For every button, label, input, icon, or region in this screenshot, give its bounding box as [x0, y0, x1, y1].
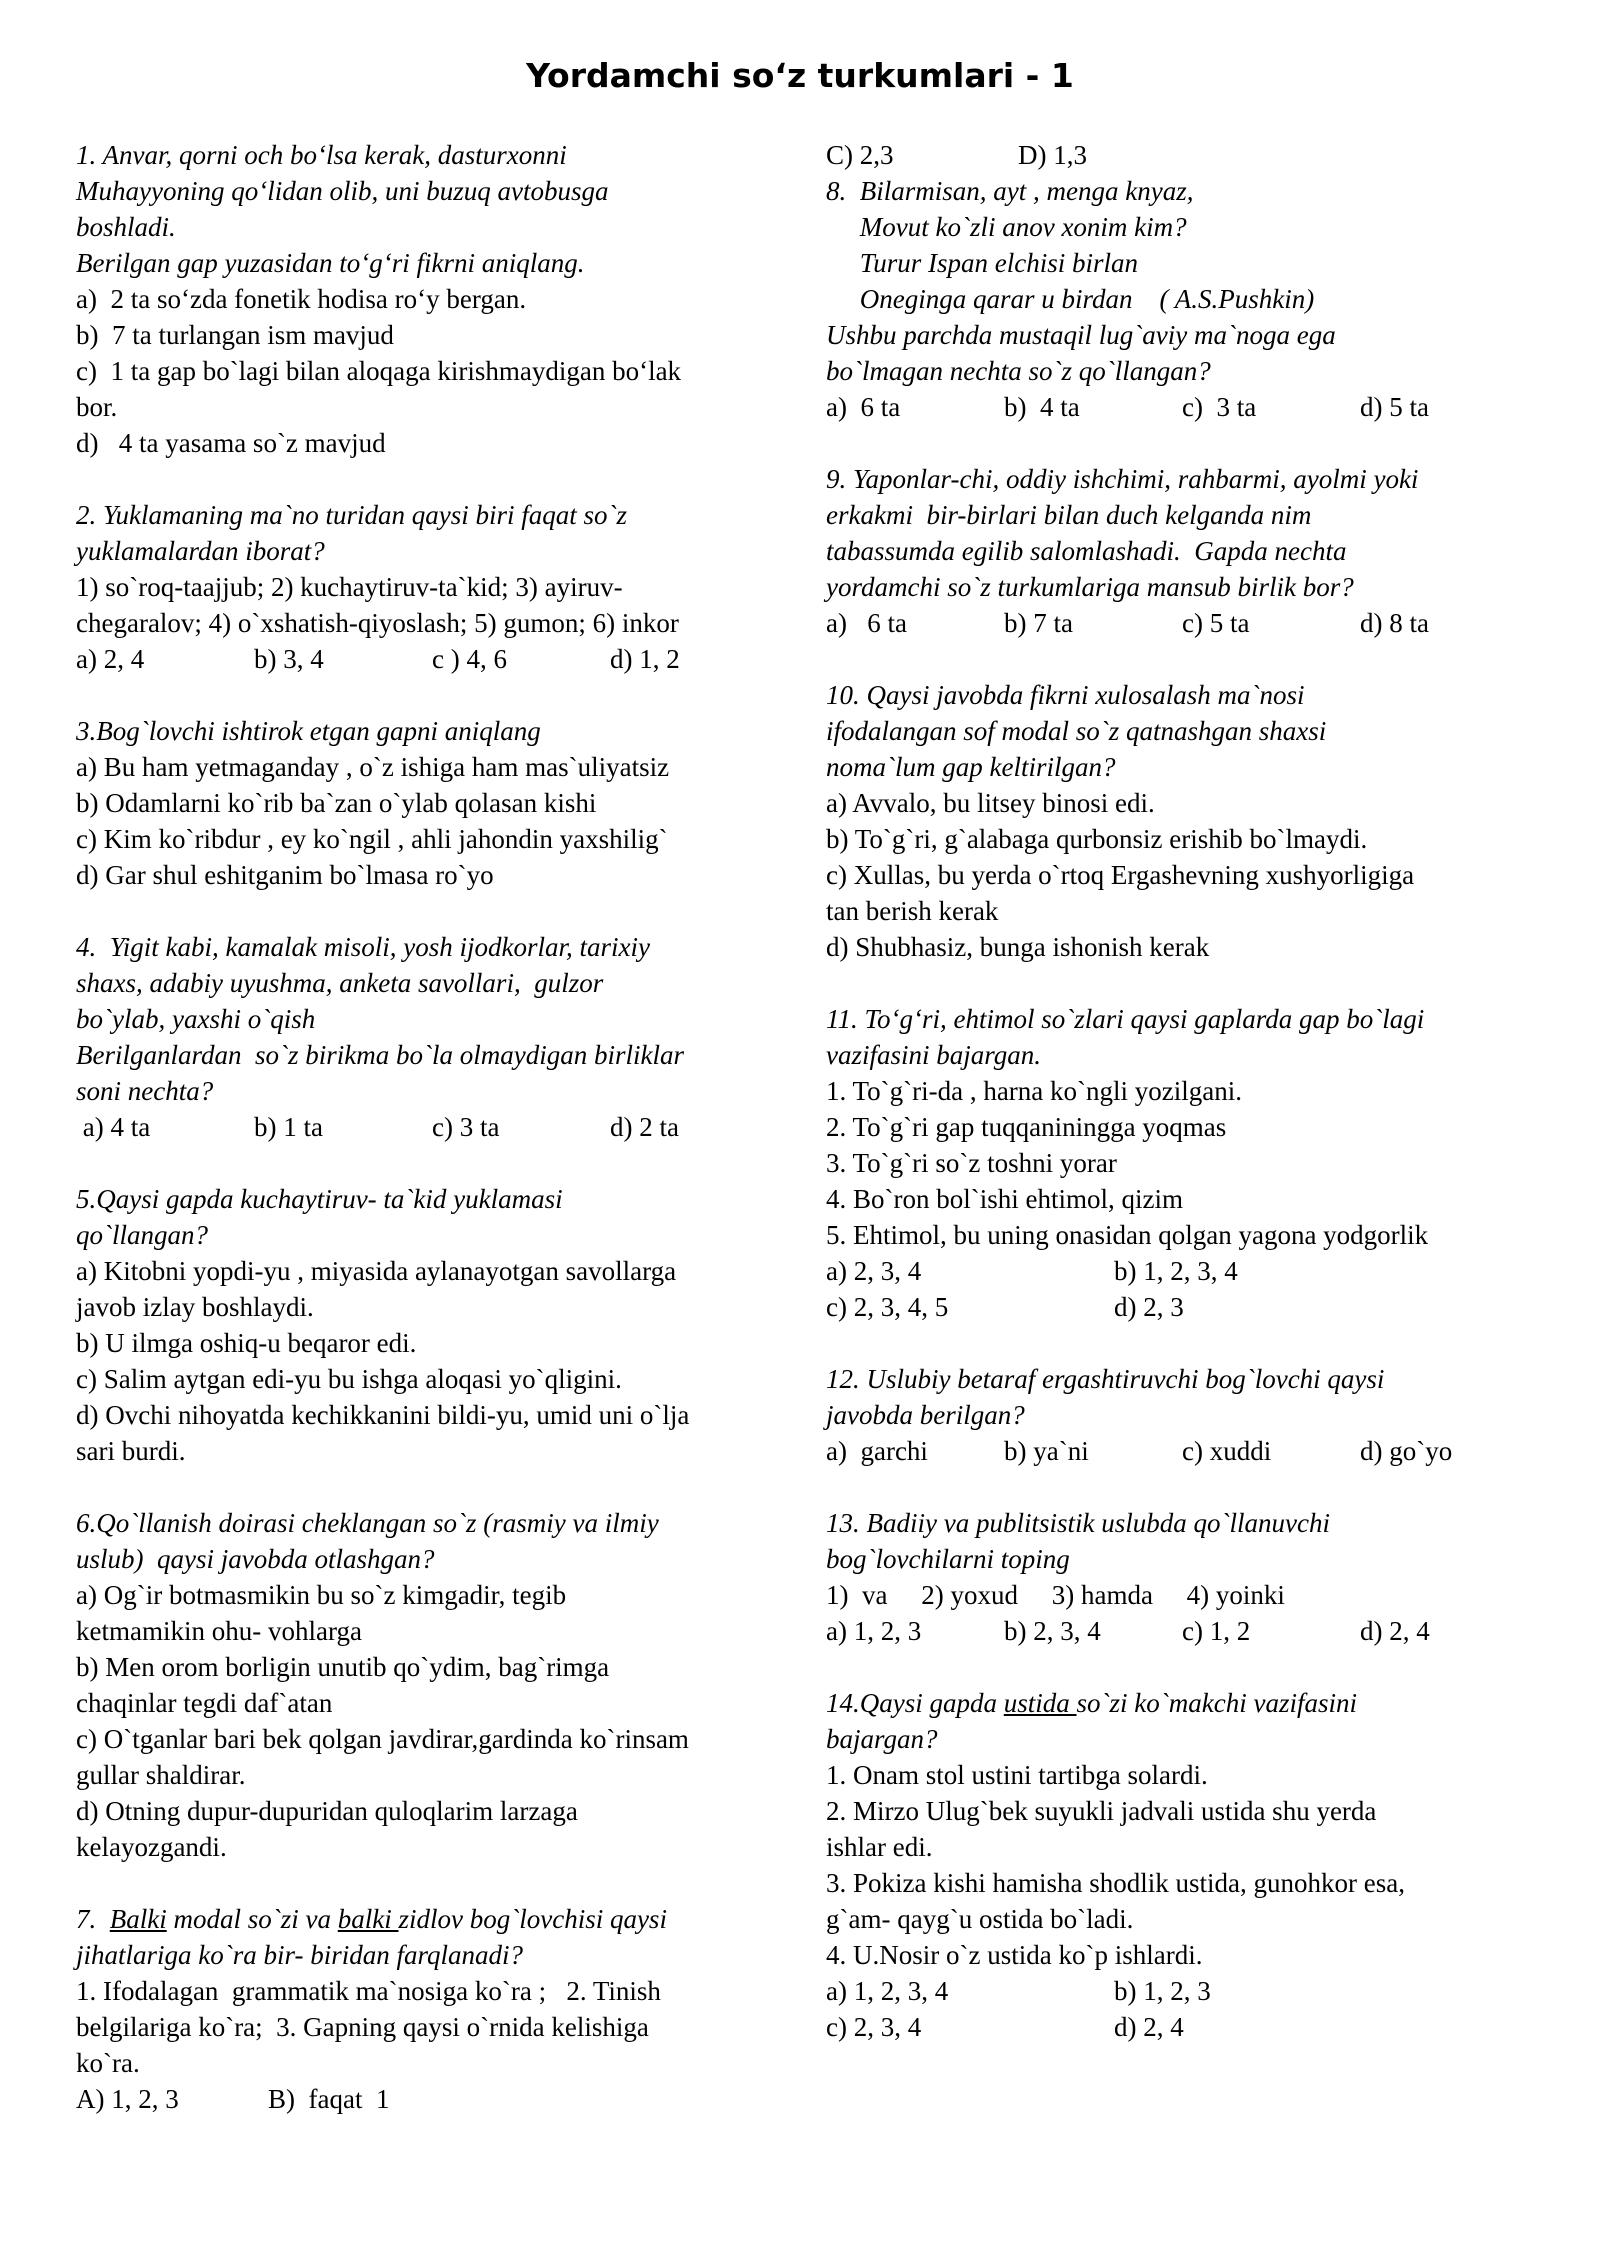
- question-14-text: 14.Qaysi gapda ustida so`zi ko`makchi vazifasini: [826, 1688, 1357, 1718]
- question-9: [826, 461, 1538, 641]
- question-11-item: 4. Bo`ron bol`ishi ehtimol, qizim: [826, 1184, 1183, 1214]
- question-13-text: 13. Badiiy va publitsistik uslubda qo`llanuvchi: [826, 1508, 1330, 1538]
- question-8-text: 8. Bilarmisan, ayt , menga knyaz,: [826, 176, 1194, 206]
- answer-c: c) xuddi: [1182, 1436, 1272, 1466]
- question-6-option-a: a) Og`ir botmasmikin bu so`z kimgadir, tegib: [76, 1580, 567, 1610]
- question-11-item: 5. Ehtimol, bu uning onasidan qolgan yagona yodgorlik: [826, 1220, 1429, 1250]
- question-6-text: 6.Qo`llanish doirasi cheklangan so`z (rasmiy va ilmiy: [76, 1508, 659, 1538]
- left-column: [76, 137, 788, 2117]
- question-10: [826, 677, 1538, 965]
- answer-a: a) 2, 4: [76, 644, 145, 674]
- question-10-text: ifodalangan sof modal so`z qatnashgan shaxsi: [826, 716, 1327, 746]
- answer-b: b) 3, 4: [254, 644, 324, 674]
- question-14-answers: [826, 1973, 1538, 2009]
- answer-c: C) 2,3: [826, 140, 894, 170]
- answer-a: a) 1, 2, 3: [826, 1616, 922, 1646]
- question-6: [76, 1505, 788, 1865]
- question-1-option-a: a) 2 ta so‘zda fonetik hodisa ro‘y bergan.: [76, 284, 527, 314]
- right-column: [826, 137, 1538, 2045]
- question-7-items: belgilariga ko`ra; 3. Gapning qaysi o`rnida kelishiga: [76, 2012, 649, 2042]
- answer-b: b) 1, 2, 3: [1114, 1976, 1211, 2006]
- answer-d: D) 1,3: [1018, 140, 1087, 170]
- answer-c: c ) 4, 6: [432, 644, 507, 674]
- answer-b: b) 7 ta: [1004, 608, 1073, 638]
- question-8: [826, 173, 1538, 425]
- question-8-answers: [826, 389, 1538, 425]
- question-2-text: yuklamalardan iborat?: [76, 536, 325, 566]
- question-14-item: 4. U.Nosir o`z ustida ko`p ishlardi.: [826, 1940, 1203, 1970]
- question-10-option-c: tan berish kerak: [826, 896, 999, 926]
- question-12-text: 12. Uslubiy betaraf ergashtiruvchi bog`lovchi qaysi: [826, 1364, 1385, 1394]
- answer-a: a) 6 ta: [826, 608, 907, 638]
- question-1-option-c: c) 1 ta gap bo`lagi bilan aloqaga kirishmaydigan bo‘lak: [76, 356, 682, 386]
- question-5: [76, 1181, 788, 1469]
- answer-c: c) 2, 3, 4: [826, 2012, 922, 2042]
- question-14-item: 3. Pokiza kishi hamisha shodlik ustida, gunohkor esa,: [826, 1868, 1405, 1898]
- question-3: [76, 713, 788, 893]
- question-6-option-c: c) O`tganlar bari bek qolgan javdirar,gardinda ko`rinsam: [76, 1724, 689, 1754]
- question-8-text: Movut ko`zli anov xonim kim?: [826, 212, 1187, 242]
- question-3-option-d: d) Gar shul eshitganim bo`lmasa ro`yo: [76, 860, 494, 890]
- answer-a: a) 2, 3, 4: [826, 1256, 922, 1286]
- question-12-answers: [826, 1433, 1538, 1469]
- question-9-text: erkakmi bir-birlari bilan duch kelganda nim: [826, 500, 1312, 530]
- question-7-text: jihatlariga ko`ra bir- biridan farqlanadi?: [76, 1940, 523, 1970]
- answer-a: a) garchi: [826, 1436, 928, 1466]
- answer-b: B) faqat 1: [268, 2084, 390, 2114]
- answer-d: d) 2, 4: [1114, 2012, 1184, 2042]
- question-4: [76, 929, 788, 1145]
- question-7-answers: [76, 2081, 788, 2117]
- answer-c: c) 2, 3, 4, 5: [826, 1292, 949, 1322]
- underlined-word: Balki: [109, 1904, 167, 1934]
- question-1-option-d: d) 4 ta yasama so`z mavjud: [76, 428, 386, 458]
- answer-b: b) ya`ni: [1004, 1436, 1089, 1466]
- question-6-option-b: b) Men orom borligin unutib qo`ydim, bag`rimga: [76, 1652, 610, 1682]
- question-10-text: noma`lum gap keltirilgan?: [826, 752, 1116, 782]
- question-11-text: vazifasini bajargan.: [826, 1040, 1042, 1070]
- question-11: [826, 1001, 1538, 1325]
- question-5-option-c: c) Salim aytgan edi-yu bu ishga aloqasi yo`qligini.: [76, 1364, 622, 1394]
- question-3-option-b: b) Odamlarni ko`rib ba`zan o`ylab qolasan kishi: [76, 788, 597, 818]
- question-5-option-d: d) Ovchi nihoyatda kechikkanini bildi-yu, umid uni o`lja: [76, 1400, 690, 1430]
- question-6-option-c: gullar shaldirar.: [76, 1760, 246, 1790]
- question-10-text: 10. Qaysi javobda fikrni xulosalash ma`nosi: [826, 680, 1305, 710]
- question-2-text: 2. Yuklamaning ma`no turidan qaysi biri faqat so`z: [76, 500, 628, 530]
- underlined-word: balki: [337, 1904, 399, 1934]
- question-6-text: uslub) qaysi javobda otlashgan?: [76, 1544, 435, 1574]
- question-4-text: 4. Yigit kabi, kamalak misoli, yosh ijodkorlar, tarixiy: [76, 932, 650, 962]
- question-14-text: bajargan?: [826, 1724, 938, 1754]
- question-10-option-c: c) Xullas, bu yerda o`rtoq Ergashevning xushyorligiga: [826, 860, 1415, 890]
- question-6-option-d: d) Otning dupur-dupuridan quloqlarim larzaga: [76, 1796, 578, 1826]
- question-2-items: chegaralov; 4) o`xshatish-qiyoslash; 5) gumon; 6) inkor: [76, 608, 679, 638]
- question-8-prompt: bo`lmagan nechta so`z qo`llangan?: [826, 356, 1211, 386]
- question-10-option-b: b) To`g`ri, g`alabaga qurbonsiz erishib bo`lmaydi.: [826, 824, 1368, 854]
- question-13: [826, 1505, 1538, 1649]
- answer-c: c) 5 ta: [1182, 608, 1250, 638]
- question-4-prompt: Berilganlardan so`z birikma bo`la olmaydigan birliklar: [76, 1040, 684, 1070]
- question-10-option-a: a) Avvalo, bu litsey binosi edi.: [826, 788, 1155, 818]
- answer-b: b) 1 ta: [254, 1112, 323, 1142]
- question-4-answers: [76, 1109, 788, 1145]
- question-3-text: 3.Bog`lovchi ishtirok etgan gapni aniqlang: [76, 716, 541, 746]
- question-11-item: 3. To`g`ri so`z toshni yorar: [826, 1148, 1117, 1178]
- question-2-answers: [76, 641, 788, 677]
- question-6-option-b: chaqinlar tegdi daf`atan: [76, 1688, 333, 1718]
- question-1-prompt: Berilgan gap yuzasidan to‘g‘ri fikrni aniqlang.: [76, 248, 585, 278]
- answer-c: c) 3 ta: [432, 1112, 500, 1142]
- question-1-option-c: bor.: [76, 392, 118, 422]
- question-1: [76, 137, 788, 461]
- question-14: [826, 1685, 1538, 2045]
- answer-b: b) 4 ta: [1004, 392, 1080, 422]
- question-7-items: 1. Ifodalagan grammatik ma`nosiga ko`ra ; 2. Tinish: [76, 1976, 661, 2006]
- question-13-items: 1) va 2) yoxud 3) hamda 4) yoinki: [826, 1580, 1285, 1610]
- question-12: [826, 1361, 1538, 1469]
- question-14-item: g`am- qayg`u ostida bo`ladi.: [826, 1904, 1134, 1934]
- question-2-items: 1) so`roq-taajjub; 2) kuchaytiruv-ta`kid; 3) ayiruv-: [76, 572, 623, 602]
- answer-b: b) 1, 2, 3, 4: [1114, 1256, 1238, 1286]
- question-12-text: javobda berilgan?: [826, 1400, 1025, 1430]
- question-3-option-c: c) Kim ko`ribdur , ey ko`ngil , ahli jahondin yaxshilig`: [76, 824, 668, 854]
- question-6-option-a: ketmamikin ohu- vohlarga: [76, 1616, 362, 1646]
- answer-d: d) 1, 2: [610, 644, 680, 674]
- answer-a: a) 4 ta: [76, 1112, 151, 1142]
- answer-c: c) 1, 2: [1182, 1616, 1251, 1646]
- question-1-text: boshladi.: [76, 212, 176, 242]
- question-8-text: Oneginga qarar u birdan ( A.S.Pushkin): [826, 284, 1315, 314]
- question-14-item: ishlar edi.: [826, 1832, 933, 1862]
- question-11-text: 11. To‘g‘ri, ehtimol so`zlari qaysi gaplarda gap bo`lagi: [826, 1004, 1425, 1034]
- question-5-option-b: b) U ilmga oshiq-u beqaror edi.: [76, 1328, 417, 1358]
- question-14-answers: [826, 2009, 1538, 2045]
- question-5-option-d: sari burdi.: [76, 1436, 186, 1466]
- question-5-text: 5.Qaysi gapda kuchaytiruv- ta`kid yuklamasi: [76, 1184, 563, 1214]
- question-7-text: 7. Balki modal so`zi va balki zidlov bog`lovchisi qaysi: [76, 1904, 667, 1934]
- question-7: [76, 1901, 788, 2117]
- question-9-text: tabassumda egilib salomlashadi. Gapda nechta: [826, 536, 1347, 566]
- question-7-answers-continued: [826, 137, 1538, 173]
- question-2: [76, 497, 788, 677]
- page-title: Yordamchi so‘z turkumlari - 1: [526, 56, 1074, 95]
- answer-d: d) 2, 3: [1114, 1292, 1184, 1322]
- question-1-option-b: b) 7 ta turlangan ism mavjud: [76, 320, 394, 350]
- question-5-text: qo`llangan?: [76, 1220, 208, 1250]
- underlined-word: ustida: [1003, 1688, 1077, 1718]
- answer-a: a) 1, 2, 3, 4: [826, 1976, 949, 2006]
- answer-a: A) 1, 2, 3: [76, 2084, 179, 2114]
- question-1-text: 1. Anvar, qorni och bo‘lsa kerak, dasturxonni: [76, 140, 567, 170]
- question-9-answers: [826, 605, 1538, 641]
- question-14-item: 2. Mirzo Ulug`bek suyukli jadvali ustida shu yerda: [826, 1796, 1377, 1826]
- question-11-item: 2. To`g`ri gap tuqqaniningga yoqmas: [826, 1112, 1227, 1142]
- question-8-prompt: Ushbu parchda mustaqil lug`aviy ma`noga ega: [826, 320, 1336, 350]
- question-5-option-a: a) Kitobni yopdi-yu , miyasida aylanayotgan savollarga: [76, 1256, 677, 1286]
- answer-d: d) 2 ta: [610, 1112, 679, 1142]
- question-4-text: bo`ylab, yaxshi o`qish: [76, 1004, 316, 1034]
- question-6-option-d: kelayozgandi.: [76, 1832, 227, 1862]
- question-14-item: 1. Onam stol ustini tartibga solardi.: [826, 1760, 1208, 1790]
- question-13-answers: [826, 1613, 1538, 1649]
- answer-b: b) 2, 3, 4: [1004, 1616, 1101, 1646]
- question-9-text: 9. Yaponlar-chi, oddiy ishchimi, rahbarmi, ayolmi yoki: [826, 464, 1419, 494]
- question-9-prompt: yordamchi so`z turkumlariga mansub birlik bor?: [826, 572, 1354, 602]
- answer-c: c) 3 ta: [1182, 392, 1257, 422]
- question-8-text: Turur Ispan elchisi birlan: [826, 248, 1139, 278]
- question-11-answers: [826, 1253, 1538, 1289]
- question-3-option-a: a) Bu ham yetmaganday , o`z ishiga ham mas`uliyatsiz: [76, 752, 670, 782]
- answer-d: d) 2, 4: [1360, 1616, 1430, 1646]
- question-11-answers: [826, 1289, 1538, 1325]
- question-1-text: Muhayyoning qo‘lidan olib, uni buzuq avtobusga: [76, 176, 609, 206]
- question-5-option-a: javob izlay boshlaydi.: [76, 1292, 314, 1322]
- question-10-option-d: d) Shubhasiz, bunga ishonish kerak: [826, 932, 1210, 962]
- question-4-prompt: soni nechta?: [76, 1076, 214, 1106]
- answer-d: d) 8 ta: [1360, 608, 1429, 638]
- question-7-items: ko`ra.: [76, 2048, 140, 2078]
- answer-d: d) 5 ta: [1360, 392, 1429, 422]
- question-13-text: bog`lovchilarni toping: [826, 1544, 1070, 1574]
- question-4-text: shaxs, adabiy uyushma, anketa savollari, gulzor: [76, 968, 604, 998]
- answer-a: a) 6 ta: [826, 392, 901, 422]
- answer-d: d) go`yo: [1360, 1436, 1453, 1466]
- question-11-item: 1. To`g`ri-da , harna ko`ngli yozilgani.: [826, 1076, 1242, 1106]
